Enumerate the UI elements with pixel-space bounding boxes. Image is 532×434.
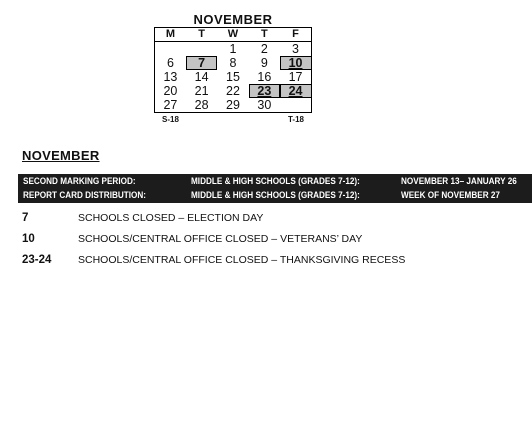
month-calendar: [154, 12, 312, 125]
notice-label: SECOND MARKING PERIOD:: [23, 176, 136, 187]
calendar-day: [155, 42, 186, 57]
calendar-day: [186, 42, 217, 57]
calendar-day: 6: [166, 56, 174, 70]
calendar-day: 16: [257, 70, 272, 84]
student-days-count: S-18: [162, 115, 179, 124]
notice-row: [18, 189, 532, 203]
notice-label: REPORT CARD DISTRIBUTION:: [23, 190, 147, 201]
calendar-day-closed: 7: [186, 56, 217, 70]
calendar-grid: [154, 27, 312, 113]
calendar-week: [155, 42, 312, 57]
calendar-day: 3: [292, 42, 299, 56]
section-title: NOVEMBER: [22, 148, 100, 163]
calendar-day: 30: [257, 98, 272, 112]
calendar-day: 21: [194, 84, 209, 98]
calendar-day-holiday: 24: [280, 84, 311, 98]
event-description: SCHOOLS/CENTRAL OFFICE CLOSED – VETERANS’ DAY: [78, 233, 363, 245]
calendar-day: 22: [226, 84, 240, 98]
calendar-week: [155, 70, 312, 84]
weekday-header: T: [249, 28, 280, 42]
notice-row: [18, 175, 532, 189]
weekday-header: F: [280, 28, 311, 42]
calendar-day: 1: [229, 42, 237, 56]
calendar-day: 8: [229, 56, 237, 70]
event-date: 23-24: [22, 254, 52, 266]
calendar-day-holiday: 10: [280, 56, 311, 70]
calendar-day: [280, 98, 311, 113]
calendar-day: 9: [260, 56, 268, 70]
calendar-footer: [154, 113, 312, 125]
calendar-day: 13: [163, 70, 178, 84]
weekday-header: W: [217, 28, 248, 42]
calendar-day: 28: [194, 98, 209, 112]
teacher-days-count: T-18: [287, 115, 304, 124]
event-date: 7: [22, 212, 29, 224]
notice-scope: MIDDLE & HIGH SCHOOLS (GRADES 7-12):: [191, 176, 360, 187]
calendar-day: 29: [226, 98, 240, 112]
notice-scope: MIDDLE & HIGH SCHOOLS (GRADES 7-12):: [191, 190, 360, 201]
calendar-day-holiday: 23: [249, 84, 280, 98]
event-date: 10: [22, 233, 35, 245]
marking-period-band: [18, 174, 532, 203]
notice-value: NOVEMBER 13– JANUARY 26: [401, 176, 517, 187]
calendar-day: 14: [194, 70, 209, 84]
calendar-month-title: NOVEMBER: [193, 12, 273, 27]
calendar-day: 17: [288, 70, 303, 84]
calendar-day: 15: [226, 70, 240, 84]
calendar-week: [155, 84, 312, 98]
calendar-week: [155, 98, 312, 113]
calendar-day: 2: [260, 42, 268, 56]
notice-value: WEEK OF NOVEMBER 27: [401, 190, 500, 201]
calendar-week: [155, 56, 312, 70]
calendar-day: 20: [163, 84, 178, 98]
weekday-header-row: [155, 28, 312, 42]
event-description: SCHOOLS/CENTRAL OFFICE CLOSED – THANKSGIVING RECESS: [78, 254, 406, 266]
weekday-header: M: [155, 28, 186, 42]
event-description: SCHOOLS CLOSED – ELECTION DAY: [78, 212, 264, 224]
weekday-header: T: [186, 28, 217, 42]
calendar-day: 27: [163, 98, 178, 112]
